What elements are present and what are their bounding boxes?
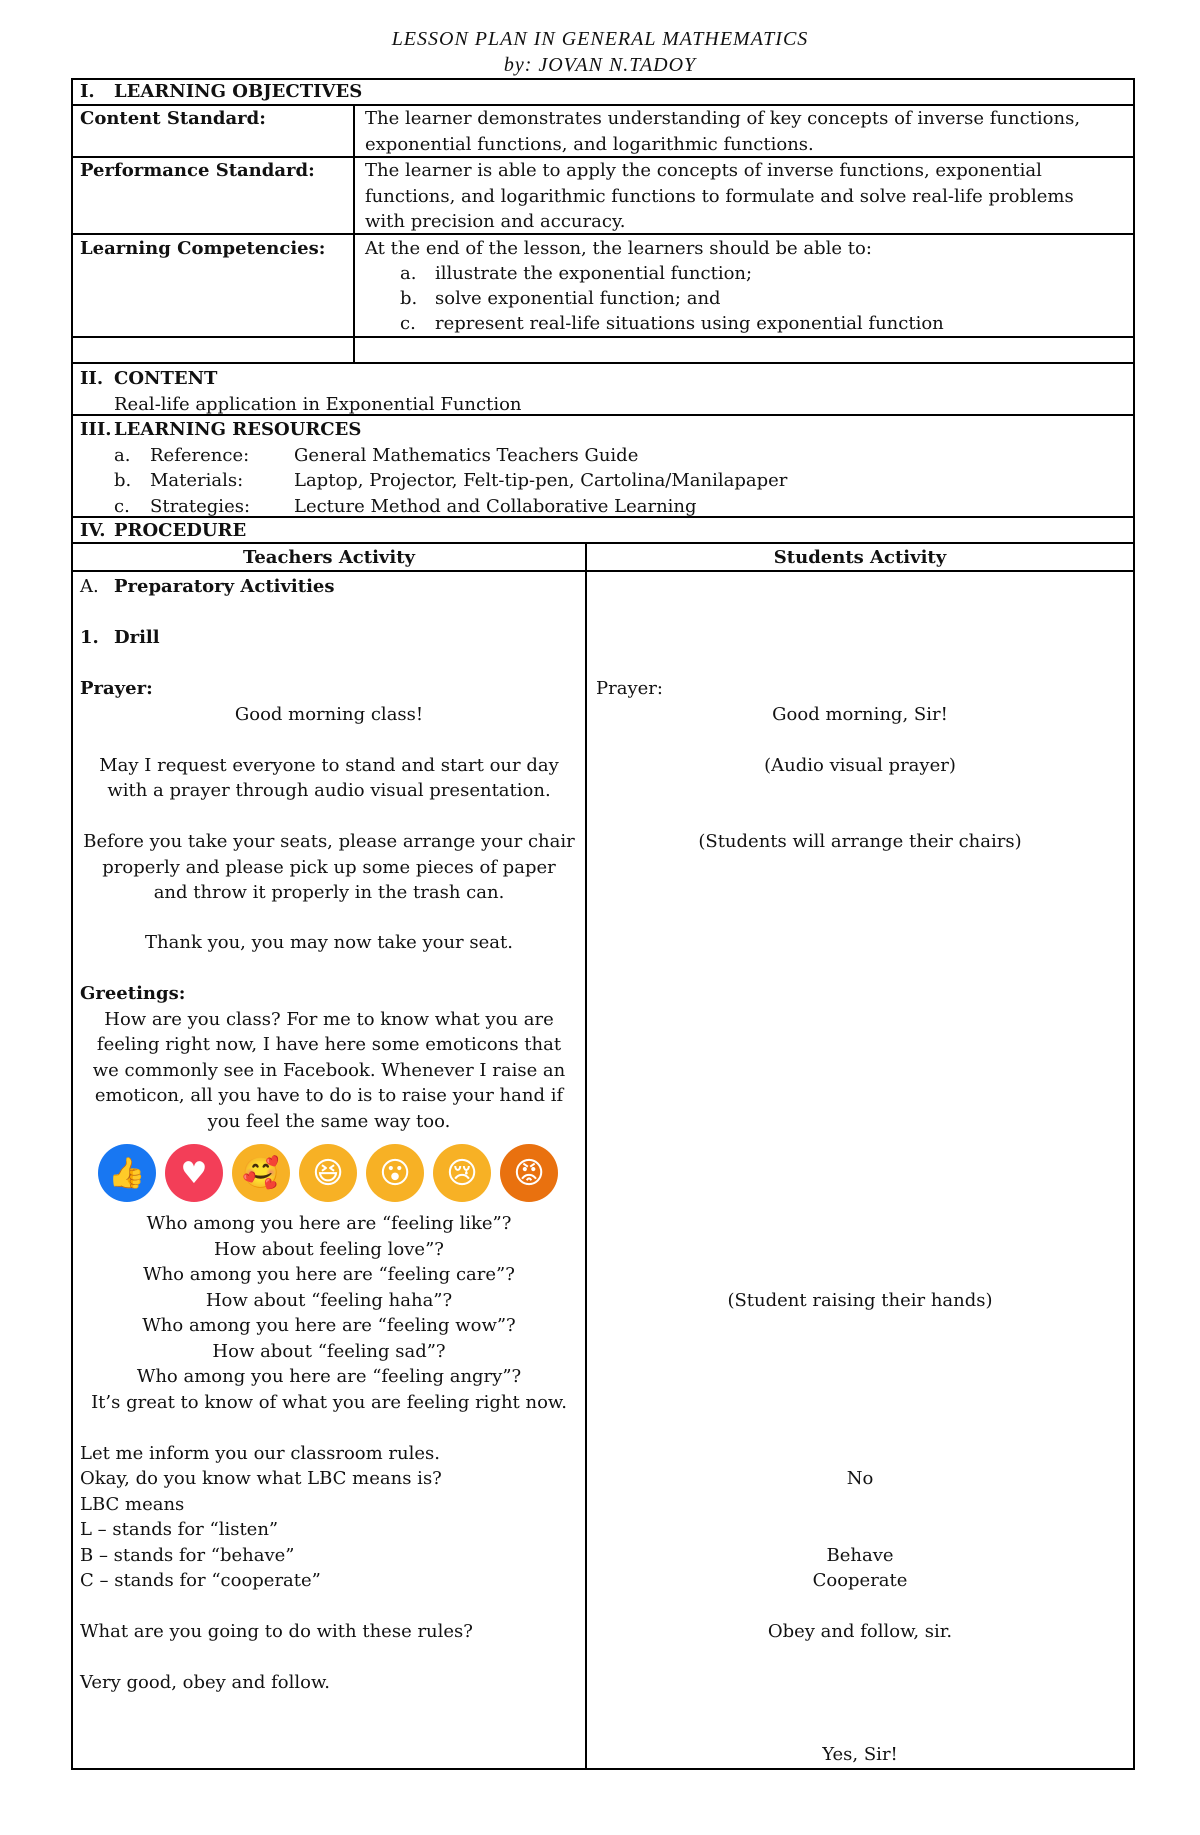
section-number: II. [80,368,104,389]
content-standard-label: Content Standard: [80,108,266,129]
performance-standard-line: functions, and logarithmic functions to formulate and solve real-life problems [365,186,1074,207]
teacher-question: Who among you here are “feeling like”? [146,1213,512,1234]
teacher-line: feeling right now, I have here some emoticons that [96,1034,562,1055]
teacher-line: with a prayer through audio visual presentation. [107,780,551,801]
student-response: (Audio visual prayer) [764,755,956,776]
page-title: LESSON PLAN IN GENERAL MATHEMATICS [391,28,809,50]
competency-letter: a. [400,263,417,284]
student-response: Good morning, Sir! [772,704,948,725]
angry-icon [500,1144,558,1202]
student-response: Cooperate [812,1570,908,1591]
performance-standard-line: The learner is able to apply the concepts of inverse functions, exponential [365,160,1042,181]
section-number: IV. [80,520,106,541]
performance-standard-line: with precision and accuracy. [365,211,626,232]
teacher-question: Who among you here are “feeling wow”? [142,1315,516,1336]
resource-letter: b. [114,470,132,491]
section-number: III. [80,419,112,440]
resource-label: Strategies: [150,496,251,517]
author-line: by: JOVAN N.TADOY [503,54,697,76]
teacher-line: Very good, obey and follow. [80,1672,330,1693]
sad-glyph: 😢 [446,1155,478,1191]
care-glyph: 🥰 [242,1155,280,1191]
teacher-rules-line: Let me inform you our classroom rules. [80,1443,440,1464]
care-icon [232,1144,290,1202]
teacher-line: you feel the same way too. [207,1111,451,1132]
angry-glyph: 😡 [513,1155,545,1191]
emoticon-row [98,1144,558,1202]
student-response: No [846,1468,874,1489]
preparatory-activities-heading: Preparatory Activities [114,576,335,597]
content-standard-line: The learner demonstrates understanding of key concepts of inverse functions, [365,108,1081,129]
section-heading-resources: LEARNING RESOURCES [114,419,362,440]
haha-icon [299,1144,357,1202]
greetings-label: Greetings: [80,983,186,1004]
student-response: Yes, Sir! [822,1744,898,1765]
teacher-rules-line: B – stands for “behave” [80,1545,295,1566]
prayer-label: Prayer: [80,678,153,699]
teacher-question: Who among you here are “feeling angry”? [136,1366,522,1387]
teacher-line: and throw it properly in the trash can. [153,882,505,903]
student-prayer-label: Prayer: [596,678,663,699]
competencies-intro: At the end of the lesson, the learners should be able to: [365,238,872,259]
teachers-activity-header: Teachers Activity [243,547,415,568]
section-number: I. [80,81,95,102]
students-activity-header: Students Activity [773,547,947,568]
sad-icon [433,1144,491,1202]
resource-letter: a. [114,445,131,466]
section-heading-objectives: LEARNING OBJECTIVES [114,81,363,102]
drill-heading: Drill [114,627,160,648]
teacher-question: Who among you here are “feeling care”? [143,1264,515,1285]
competency-text: solve exponential function; and [435,288,721,309]
like-glyph: 👍 [108,1155,146,1191]
teacher-line: we commonly see in Facebook. Whenever I raise an [92,1060,566,1081]
learning-competencies-label: Learning Competencies: [80,238,326,259]
competency-letter: b. [400,288,418,309]
performance-standard-label: Performance Standard: [80,160,315,181]
haha-glyph: 😆 [312,1155,344,1191]
teacher-line: emoticon, all you have to do is to raise your hand if [94,1085,564,1106]
teacher-line: What are you going to do with these rules? [80,1621,473,1642]
teacher-rules-line: L – stands for “listen” [80,1519,279,1540]
content-standard-line: exponential functions, and logarithmic functions. [365,134,814,155]
teacher-line: May I request everyone to stand and start our day [99,755,559,776]
drill-number: 1. [80,627,99,648]
competency-text: represent real-life situations using exponential function [435,313,944,334]
content-topic: Real-life application in Exponential Function [114,394,522,415]
resource-label: Reference: [150,445,250,466]
prep-letter: A. [80,576,99,597]
teacher-line: properly and please pick up some pieces of paper [102,857,556,878]
teacher-rules-line: LBC means [80,1494,185,1515]
teacher-line: Before you take your seats, please arrange your chair [83,831,575,852]
teacher-greeting: Good morning class! [234,704,424,725]
resource-value: Lecture Method and Collaborative Learning [294,496,697,517]
teacher-rules-line: Okay, do you know what LBC means is? [80,1468,442,1489]
teacher-line: Thank you, you may now take your seat. [145,932,513,953]
love-glyph: ♥ [180,1155,208,1191]
love-icon [165,1144,223,1202]
like-icon [98,1144,156,1202]
teacher-question: How about feeling love”? [214,1239,444,1260]
section-heading-procedure: PROCEDURE [114,520,247,541]
student-response: Behave [826,1545,894,1566]
student-response: (Students will arrange their chairs) [698,831,1022,852]
teacher-line: How are you class? For me to know what you are [104,1009,554,1030]
competency-text: illustrate the exponential function; [435,263,753,284]
resource-value: Laptop, Projector, Felt-tip-pen, Cartolina/Manilapaper [294,470,788,491]
teacher-question: How about “feeling haha”? [205,1290,453,1311]
resource-letter: c. [114,496,130,517]
section-heading-content: CONTENT [114,368,218,389]
student-response: (Student raising their hands) [727,1290,993,1311]
wow-icon [366,1144,424,1202]
competency-letter: c. [400,313,416,334]
teacher-question: It’s great to know of what you are feeling right now. [91,1392,567,1413]
teacher-question: How about “feeling sad”? [212,1341,446,1362]
resource-value: General Mathematics Teachers Guide [294,445,639,466]
teacher-rules-line: C – stands for “cooperate” [80,1570,321,1591]
wow-glyph: 😮 [379,1155,411,1191]
student-response: Obey and follow, sir. [767,1621,953,1642]
resource-label: Materials: [150,470,244,491]
